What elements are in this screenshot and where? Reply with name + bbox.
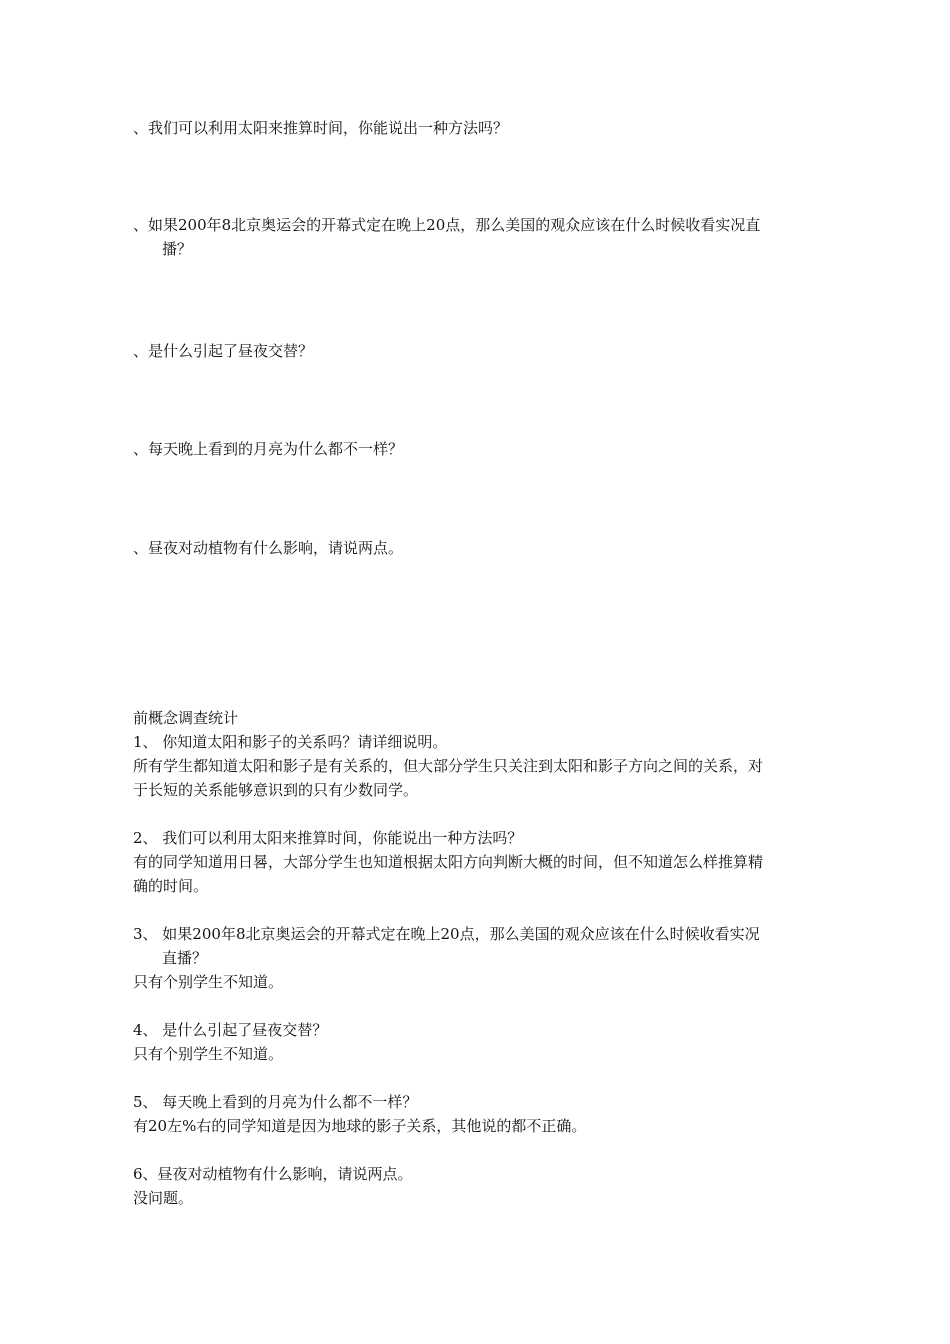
survey-question: 5、 每天晚上看到的月亮为什么都不一样？ (133, 1093, 418, 1111)
survey-answer: 只有个别学生不知道。 (133, 1045, 284, 1063)
survey-answer: 有20左%右的同学知道是因为地球的影子关系，其他说的都不正确。 (133, 1117, 587, 1135)
question-text: 、昼夜对动植物有什么影响，请说两点。 (133, 539, 404, 557)
question-text: 、我们可以利用太阳来推算时间，你能说出一种方法吗？ (133, 119, 509, 137)
survey-answer: 只有个别学生不知道。 (133, 973, 284, 991)
survey-answer: 于长短的关系能够意识到的只有少数同学。 (133, 781, 419, 799)
question-moon (133, 437, 823, 461)
question-text: 、如果200年8北京奥运会的开幕式定在晚上20点，那么美国的观众应该在什么时候收看实况直 (133, 216, 761, 234)
survey-question: 2、 我们可以利用太阳来推算时间，你能说出一种方法吗？ (133, 829, 523, 847)
spacer (133, 898, 823, 922)
question-text-continued: 播？ (162, 240, 193, 258)
spacer (133, 1138, 823, 1162)
survey-question: 1、 你知道太阳和影子的关系吗？请详细说明。 (133, 733, 448, 751)
survey-item (133, 1018, 823, 1066)
survey-answer: 有的同学知道用日晷，大部分学生也知道根据太阳方向判断大概的时间，但不知道怎么样推算精 (133, 853, 764, 871)
survey-item (133, 826, 823, 898)
survey-item (133, 922, 823, 994)
spacer (133, 994, 823, 1018)
spacer (133, 802, 823, 826)
survey-question: 6、昼夜对动植物有什么影响，请说两点。 (133, 1165, 413, 1183)
survey-item (133, 1090, 823, 1138)
survey-answer: 没问题。 (133, 1189, 194, 1207)
question-plants-animals (133, 536, 823, 560)
question-day-night (133, 339, 823, 363)
survey-question-continued: 直播？ (162, 949, 208, 967)
survey-question: 3、 如果200年8北京奥运会的开幕式定在晚上20点，那么美国的观众应该在什么时候收看实况 (133, 925, 760, 943)
survey-answer: 确的时间。 (133, 877, 209, 895)
question-text: 、是什么引起了昼夜交替？ (133, 342, 314, 360)
survey-question: 4、 是什么引起了昼夜交替？ (133, 1021, 328, 1039)
survey-item (133, 1162, 823, 1210)
spacer (133, 1066, 823, 1090)
survey-item (133, 730, 823, 802)
survey-section (133, 706, 823, 1210)
question-text: 、每天晚上看到的月亮为什么都不一样？ (133, 440, 404, 458)
question-olympics-time (133, 213, 823, 261)
question-sun-time (133, 116, 823, 140)
survey-answer: 所有学生都知道太阳和影子是有关系的，但大部分学生只关注到太阳和影子方向之间的关系，对 (133, 757, 764, 775)
survey-title: 前概念调查统计 (133, 709, 239, 727)
